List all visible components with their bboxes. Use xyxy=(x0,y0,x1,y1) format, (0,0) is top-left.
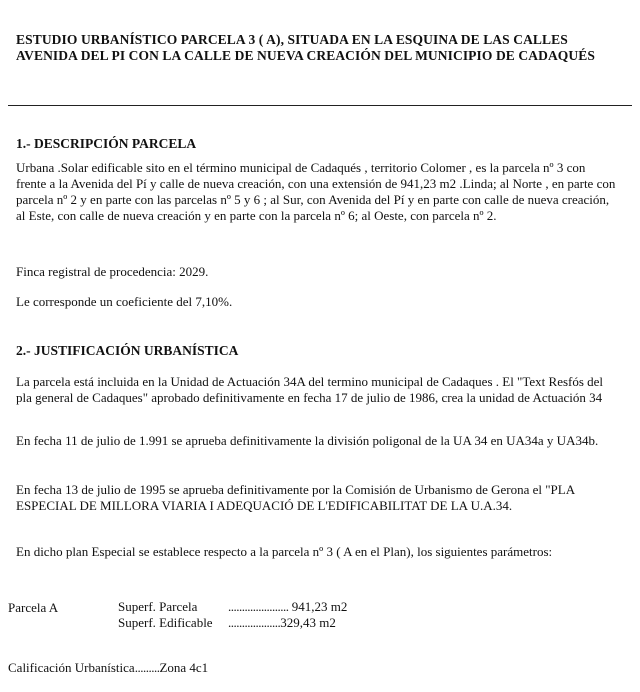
parcel-label: Parcela A xyxy=(8,600,59,615)
section-2-heading: 2.- JUSTIFICACIÓN URBANÍSTICA xyxy=(16,343,239,358)
section-2-paragraph-parametros: En dicho plan Especial se establece respecto a la parcela nº 3 ( A en el Plan), los siguientes parámetros: xyxy=(16,544,553,559)
top-divider xyxy=(8,105,632,106)
param-row-edificable xyxy=(118,615,336,631)
param-dots: ...................... xyxy=(228,599,289,614)
calificacion-label: Calificación Urbanística xyxy=(8,660,135,675)
section-1-paragraph-description: Urbana .Solar edificable sito en el término municipal de Cadaqués , territorio Colomer , es la parcela nº 3 con frente a la Avenida del Pí y calle de nueva creación, con una extensión de 941,23 m2 .Linda; al Norte , en parte con parcela nº 2 y en parte con las parcelas nº 5 y 6 ; al Sur, con Avenida del Pí y en parte con calle de nueva creación, al Este, con calle de nueva creación y en parte con la parcela nº 6; al Oeste, con parcela nº 2. xyxy=(16,160,616,223)
param-label: Superf. Parcela xyxy=(118,599,198,614)
param-value: 941,23 m2 xyxy=(291,599,348,614)
calificacion-dots: ......... xyxy=(134,660,160,675)
param-dots: ................... xyxy=(228,615,281,630)
document-title: ESTUDIO URBANÍSTICO PARCELA 3 ( A), SITUADA EN LA ESQUINA DE LAS CALLES AVENIDA DEL PI CON LA CALLE DE NUEVA CREACIÓN DEL MUNICIPIO DE CADAQUÉS xyxy=(16,32,595,63)
section-2-paragraph-division: En fecha 11 de julio de 1.991 se aprueba definitivamente la división poligonal de la UA 34 en UA34a y UA34b. xyxy=(16,433,599,448)
param-label: Superf. Edificable xyxy=(118,615,213,630)
calificacion-row xyxy=(8,660,208,676)
section-1-paragraph-coeficiente: Le corresponde un coeficiente del 7,10%. xyxy=(16,294,233,309)
section-1-heading: 1.- DESCRIPCIÓN PARCELA xyxy=(16,136,197,151)
section-2-paragraph-unidad: La parcela está incluida en la Unidad de Actuación 34A del termino municipal de Cadaques . El "Text Resfós del pla general de Cadaques" aprobado definitivamente en fecha 17 de julio de 1986, crea la unidad de Actuación 34 xyxy=(16,374,604,405)
param-row-parcela xyxy=(118,599,347,615)
calificacion-value: Zona 4c1 xyxy=(159,660,209,675)
section-2-paragraph-plan-especial: En fecha 13 de julio de 1995 se aprueba definitivamente por la Comisión de Urbanismo de Gerona el "PLA ESPECIAL DE MILLORA VIARIA I ADEQUACIÓ DE L'EDIFICABILITAT DE LA U.A.34. xyxy=(16,482,575,513)
param-value: 329,43 m2 xyxy=(280,615,336,630)
section-1-paragraph-finca: Finca registral de procedencia: 2029. xyxy=(16,264,209,279)
